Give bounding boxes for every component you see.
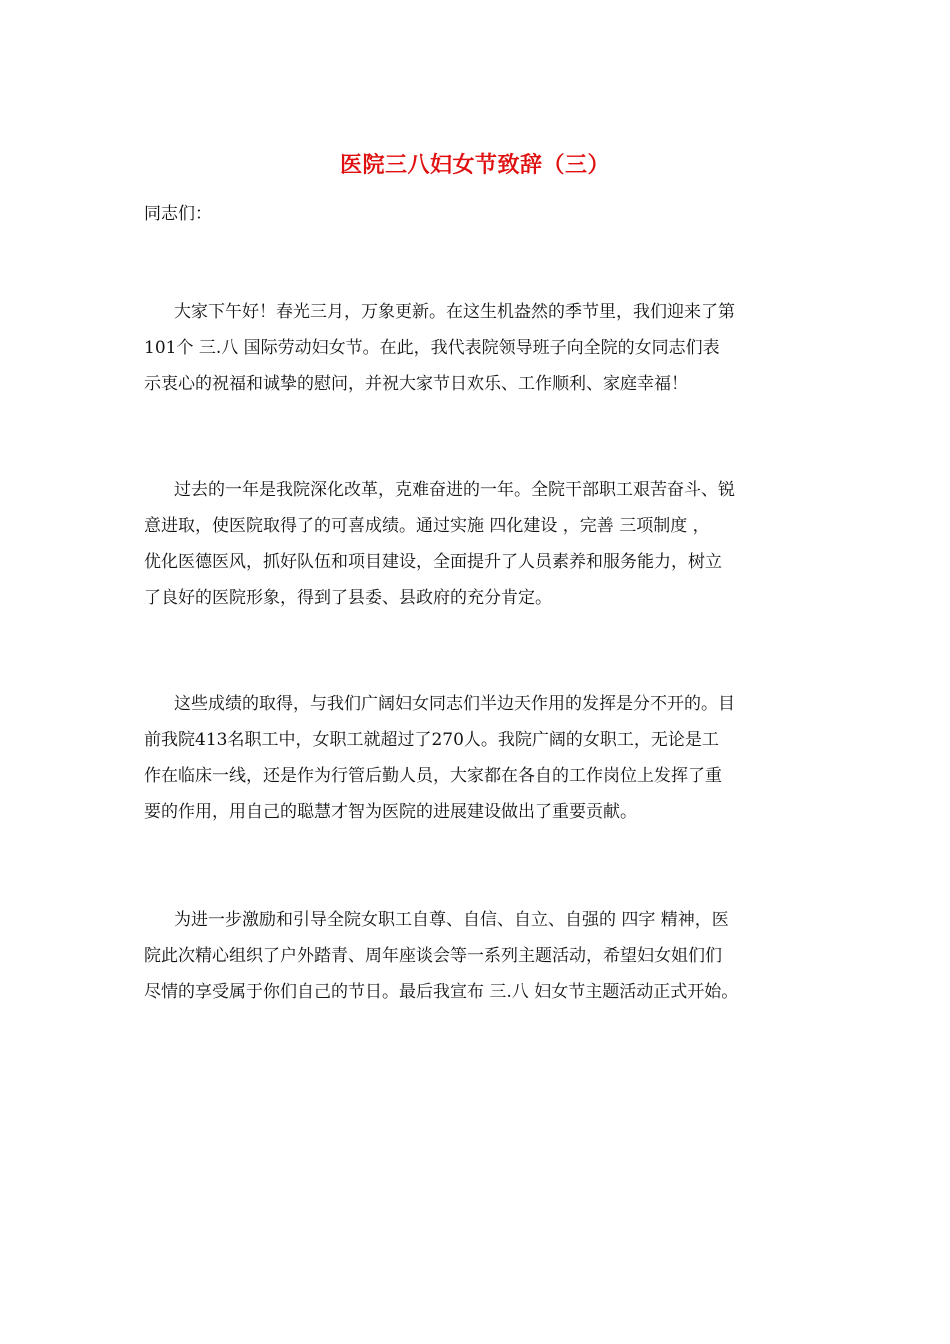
paragraph-line: 前我院413名职工中，女职工就超过了270人。我院广阔的女职工，无论是工 (144, 730, 719, 750)
paragraph-2 (144, 472, 814, 616)
paragraph-line: 过去的一年是我院深化改革，克难奋进的一年。全院干部职工艰苦奋斗、锐 (174, 480, 735, 500)
paragraph-line: 示衷心的祝福和诚挚的慰问，并祝大家节日欢乐、工作顺利、家庭幸福！ (144, 374, 688, 394)
document-title: 医院三八妇女节致辞（三） (339, 152, 610, 178)
paragraph-line: 院此次精心组织了户外踏青、周年座谈会等一系列主题活动，希望妇女姐们们 (144, 946, 722, 966)
paragraph-1 (144, 294, 814, 402)
paragraph-line: 为进一步激励和引导全院女职工自尊、自信、自立、自强的 四字 精神，医 (174, 910, 729, 930)
paragraph-line: 101个 三.八 国际劳动妇女节。在此，我代表院领导班子向全院的女同志们表 (144, 338, 720, 358)
paragraph-line: 大家下午好！春光三月，万象更新。在这生机盎然的季节里，我们迎来了第 (174, 302, 735, 322)
paragraph-line: 优化医德医风，抓好队伍和项目建设，全面提升了人员素养和服务能力，树立 (144, 552, 722, 572)
paragraph-line: 意进取，使医院取得了的可喜成绩。通过实施 四化建设 ，完善 三项制度 ， (144, 516, 710, 536)
salutation: 同志们： (144, 204, 212, 224)
paragraph-line: 要的作用，用自己的聪慧才智为医院的进展建设做出了重要贡献。 (144, 802, 637, 822)
paragraph-line: 作在临床一线，还是作为行管后勤人员，大家都在各自的工作岗位上发挥了重 (144, 766, 722, 786)
paragraph-4 (144, 902, 814, 1010)
paragraph-3 (144, 686, 814, 830)
paragraph-line: 尽情的享受属于你们自己的节日。最后我宣布 三.八 妇女节主题活动正式开始。 (144, 982, 739, 1002)
paragraph-line: 这些成绩的取得，与我们广阔妇女同志们半边天作用的发挥是分不开的。目 (174, 694, 735, 714)
paragraph-line: 了良好的医院形象，得到了县委、县政府的充分肯定。 (144, 588, 552, 608)
